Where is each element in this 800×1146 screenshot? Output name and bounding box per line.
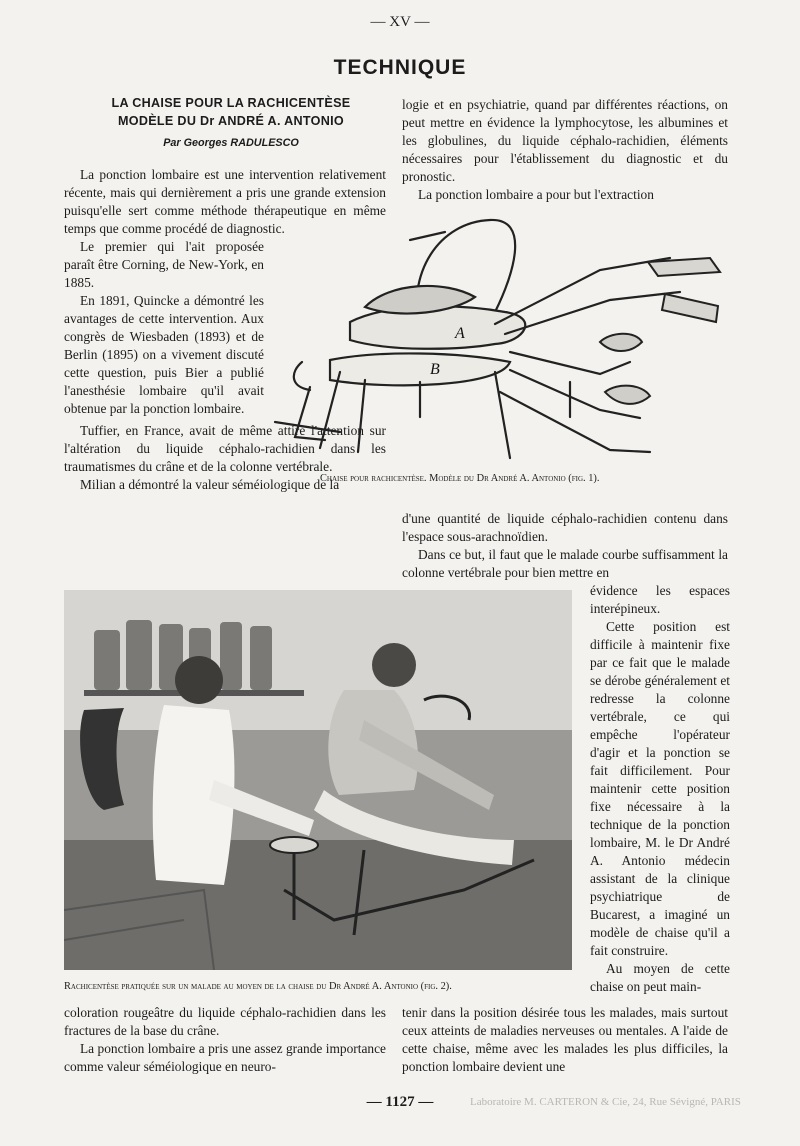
paragraph: Milian a démontré la valeur séméiologique de la — [80, 477, 340, 492]
paragraph: d'une quantité de liquide céphalo-rachidien contenu dans l'espace sous-arachnoïdien. — [402, 511, 728, 544]
figure-1-label-a: A — [455, 325, 465, 342]
paragraph: Cette position est difficile à maintenir fixe par ce fait que le malade se dérobe généralement et redresse la colonne vertébrale, ce qui empêche l'opérateur d'agir et la ponction se fait difficilement. Pour maintenir cette position fixe nécessaire à la technique de la ponction lombaire, M. le Dr André A. Antonio médecin assistant de la clinique psychiatrique de Bucarest, a imaginé un modèle de chaise qu'il a fait construire. — [590, 619, 730, 958]
bottom-right-text — [402, 1004, 728, 1076]
bottom-left-text — [64, 1004, 386, 1076]
paragraph: La ponction lombaire est une intervention relativement récente, mais qui dernièrement a pris une grande extension puisqu'elle sert comme méthode thérapeutique en même temps que comme procédé de diagnostic. — [64, 167, 386, 236]
article-title-line-1: LA CHAISE POUR LA RACHICENTÈSE — [111, 96, 351, 110]
bottom-folio: — 1127 — — [366, 1094, 434, 1110]
figure-1-label-b: B — [430, 361, 440, 378]
section-title: TECHNIQUE — [333, 56, 467, 79]
paragraph: La ponction lombaire a pris une assez grande importance comme valeur séméiologique en neuro- — [64, 1041, 386, 1074]
paragraph: coloration rougeâtre du liquide céphalo-rachidien dans les fractures de la base du crâne. — [64, 1005, 386, 1038]
paragraph: tenir dans la position désirée tous les malades, mais surtout ceux atteints de maladies nerveuses ou mentales. A l'aide de cette chaise, même avec les malades les plus difficiles, la ponction lombaire devient une — [402, 1005, 728, 1074]
paragraph: Tuffier, en France, avait de même attiré l'attention sur l'altération du liquide céphalo-rachidien dans les traumatismes du crâne et de la colonne vertébrale. — [64, 423, 386, 474]
paragraph: En 1891, Quincke a démontré les avantages de cette intervention. Aux congrès de Wiesbaden (1893) et de Berlin (1895) on a vivement discuté cette question, puis Bier a publié l'anesthésie lombaire qu'il avait obtenue par la ponction lombaire. — [64, 293, 264, 416]
column-3-text — [590, 582, 730, 996]
figure-1-caption: Chaise pour rachicentèse. Modèle du Dr André A. Antonio (fig. 1). — [320, 473, 600, 484]
paragraph: Dans ce but, il faut que le malade courbe suffisamment la colonne vertébrale pour bien mettre en — [402, 547, 728, 580]
bottom-imprint: Laboratoire M. CARTERON & Cie, 24, Rue Sévigné, PARIS — [470, 1096, 741, 1108]
article-title-line-2: MODÈLE DU Dr ANDRÉ A. ANTONIO — [117, 114, 345, 128]
figure-2-photograph — [64, 590, 572, 970]
figure-2-caption-text: Rachicentèse pratiquée sur un malade au moyen de la chaise du Dr André A. Antonio (fig. 2). — [64, 981, 452, 992]
column-2-top-text — [402, 96, 728, 204]
column-2-bottom-text — [402, 510, 728, 582]
byline: Par Georges RADULESCO — [163, 137, 299, 149]
figure-2-caption — [64, 981, 584, 992]
paragraph: Le premier qui l'ait proposée paraît être Corning, de New-York, en 1885. — [64, 239, 264, 290]
figure-1-chair-engraving — [270, 212, 736, 470]
paragraph: logie et en psychiatrie, quand par différentes réactions, on peut mettre en évidence la lymphocytose, les albumines et les globulines, du liquide céphalo-rachidien, éléments nécessaires pour l'établissement du diagnostic et du pronostic. — [402, 97, 728, 184]
paragraph: La ponction lombaire a pour but l'extraction — [418, 187, 654, 202]
top-folio: — XV — — [370, 14, 430, 30]
paragraph: évidence les espaces interépineux. — [590, 583, 730, 616]
paragraph: Au moyen de cette chaise on peut main- — [590, 961, 730, 994]
